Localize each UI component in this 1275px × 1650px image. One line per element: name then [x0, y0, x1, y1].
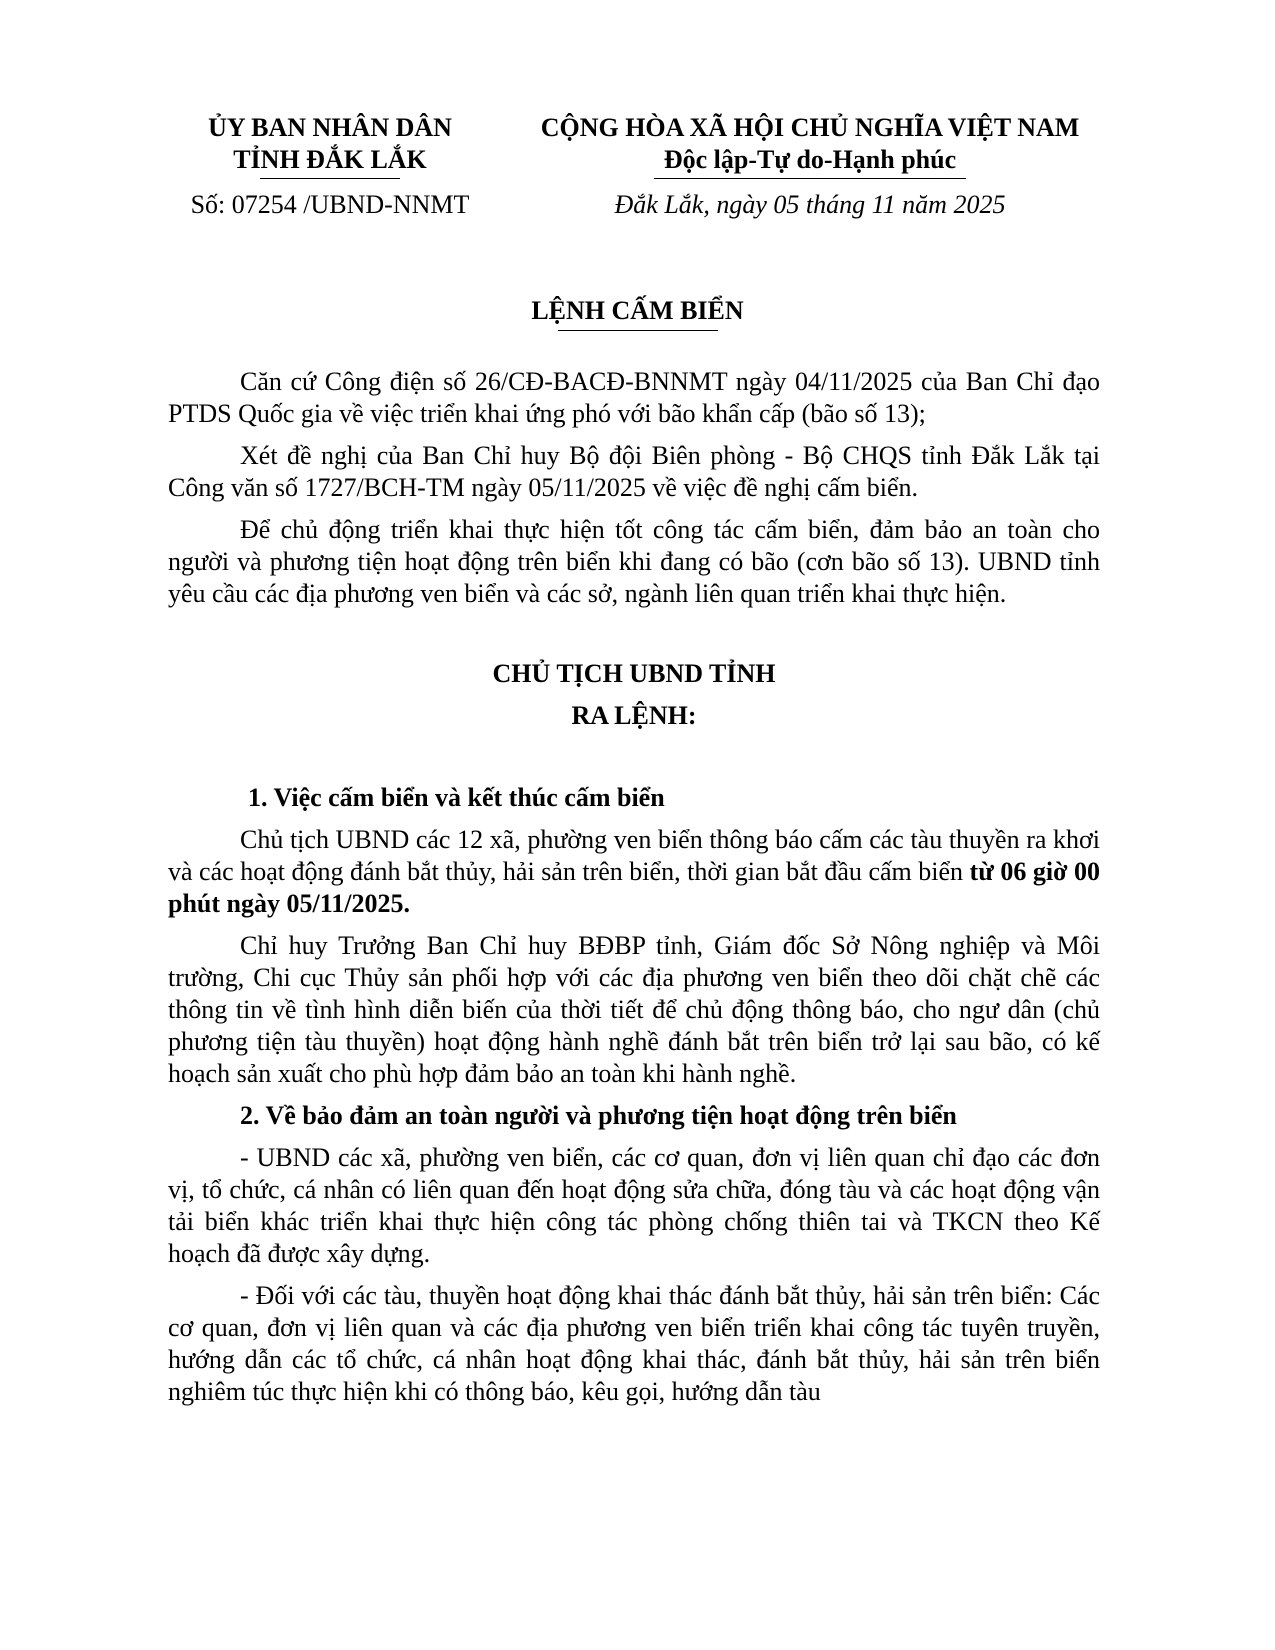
section-1-paragraph-2: Chỉ huy Trưởng Ban Chỉ huy BĐBP tỉnh, Giám đốc Sở Nông nghiệp và Môi trường, Chi cục Thủy sản phối hợp với các địa phương ven biển theo dõi chặt chẽ các thông tin về tình hình diễn biến của thời tiết để chủ động thông báo, cho ngư dân (chủ phương tiện tàu thuyền) hoạt động hành nghề đánh bắt trên biển trở lại sau bão, có kế hoạch sản xuất cho phù hợp đảm bảo an toàn khi hành nghề.	[168, 931, 1100, 1088]
section-2-heading: 2. Về bảo đảm an toàn người và phương tiện hoạt động trên biển	[240, 1101, 957, 1130]
motto-underline	[654, 178, 966, 179]
agency-underline	[260, 178, 400, 179]
nation-line-2: Độc lập-Tự do-Hạnh phúc	[663, 145, 957, 174]
section-1-heading: 1. Việc cấm biển và kết thúc cấm biển	[248, 783, 665, 812]
section-2-paragraph-1: - UBND các xã, phường ven biển, các cơ quan, đơn vị liên quan chỉ đạo các đơn vị, tổ chức, cá nhân có liên quan đến hoạt động sửa chữa, đóng tàu và các hoạt động vận tải biển khác triển khai thực hiện công tác phòng chống thiên tai và TKCN theo Kế hoạch đã được xây dựng.	[168, 1143, 1100, 1268]
ban-start-time: từ 06 giờ 00 phút ngày 05/11/2025.	[168, 857, 1100, 918]
nation-line-1: CỘNG HÒA XÃ HỘI CHỦ NGHĨA VIỆT NAM	[540, 113, 1080, 142]
title-underline	[558, 330, 718, 331]
authority-line-1: CHỦ TỊCH UBND TỈNH	[492, 659, 776, 688]
national-header	[505, 112, 1115, 179]
document-body	[168, 366, 1100, 1418]
document-date: Đắk Lắk, ngày 05 tháng 11 năm 2025	[614, 190, 1006, 219]
section-2-paragraph-2: - Đối với các tàu, thuyền hoạt động khai thác đánh bắt thủy, hải sản trên biển: Các cơ quan, đơn vị liên quan và các địa phương ven biển triển khai công tác tuyên truyền, hướng dẫn các tổ chức, cá nhân hoạt động khai thác, đánh bắt thủy, hải sản trên biển nghiêm túc thực hiện khi có thông báo, kêu gọi, hướng dẫn tàu	[168, 1281, 1100, 1406]
basis-paragraph-2: Xét đề nghị của Ban Chỉ huy Bộ đội Biên phòng - Bộ CHQS tỉnh Đắk Lắk tại Công văn số 1727/BCH-TM ngày 05/11/2025 về việc đề nghị cấm biển.	[168, 441, 1100, 502]
document-title: LỆNH CẤM BIỂN	[531, 296, 744, 325]
authority-line-2: RA LỆNH:	[571, 701, 697, 730]
basis-paragraph-1: Căn cứ Công điện số 26/CĐ-BACĐ-BNNMT ngày 04/11/2025 của Ban Chỉ đạo PTDS Quốc gia về việc triển khai ứng phó với bão khẩn cấp (bão số 13);	[168, 367, 1100, 428]
section-1-paragraph-1	[168, 824, 1100, 920]
purpose-paragraph: Để chủ động triển khai thực hiện tốt công tác cấm biển, đảm bảo an toàn cho người và phương tiện hoạt động trên biển khi đang có bão (cơn bão số 13). UBND tỉnh yêu cầu các địa phương ven biển và các sở, ngành liên quan triển khai thực hiện.	[168, 515, 1100, 608]
agency-line-2: TỈNH ĐẮK LẮK	[233, 145, 427, 174]
agency-line-1: ỦY BAN NHÂN DÂN	[208, 113, 452, 142]
document-number: Số: 07254 /UBND-NNMT	[190, 190, 470, 219]
section-1-text: Chủ tịch UBND các 12 xã, phường ven biển thông báo cấm các tàu thuyền ra khơi và các hoạt động đánh bắt thủy, hải sản trên biển, thời gian bắt đầu cấm biển	[168, 825, 1100, 886]
issuing-agency	[160, 112, 500, 179]
